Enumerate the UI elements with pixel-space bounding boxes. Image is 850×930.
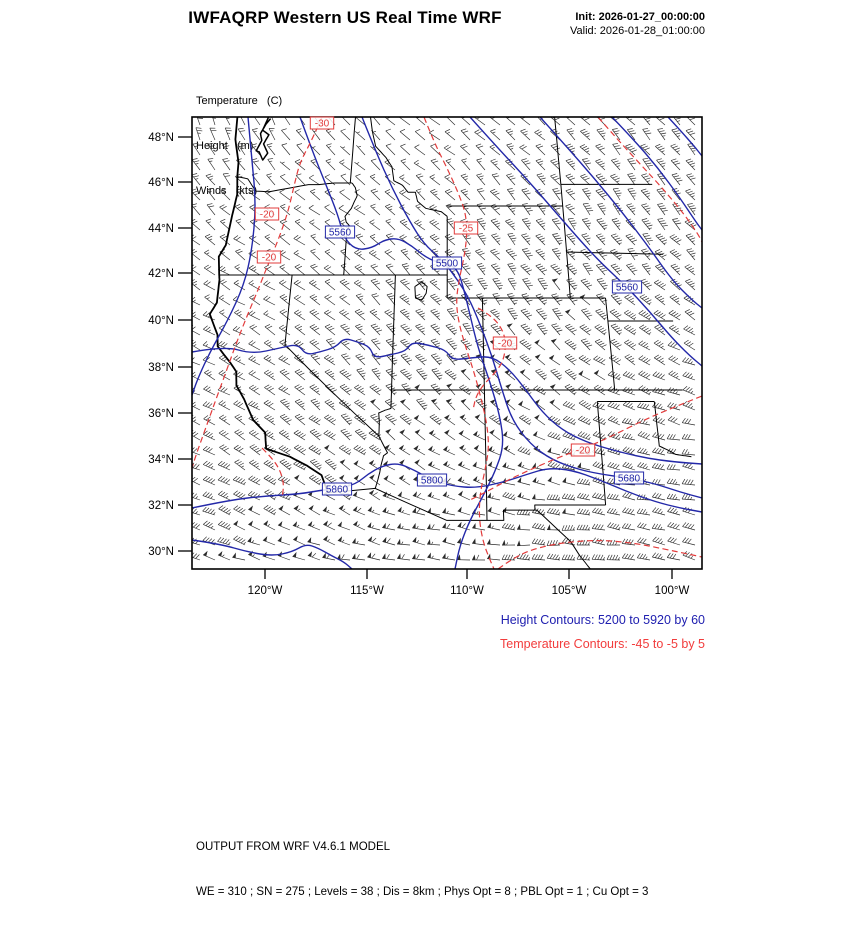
temp-contour-label [257,251,280,264]
plot-title: IWFAQRP Western US Real Time WRF [188,8,502,27]
lat-label: 48°N [148,132,174,144]
svg-text:-20: -20 [575,445,591,457]
svg-text:-25: -25 [458,223,474,235]
lat-label: 36°N [148,408,174,420]
state-boundary [535,505,606,510]
height-contour [192,540,352,569]
lat-label: 32°N [148,500,174,512]
model-version: OUTPUT FROM WRF V4.6.1 MODEL [196,841,391,853]
lon-label: 110°W [450,585,484,597]
temp-contour-label [310,117,333,130]
wind-barb-flags [203,278,599,560]
map-interior [188,113,703,570]
height-contour-label [325,226,354,239]
svg-text:5500: 5500 [435,258,459,270]
lon-label: 105°W [551,585,587,597]
height-contour-label [432,257,461,270]
temperature-contour [473,308,505,410]
svg-text:-20: -20 [259,209,275,221]
height-contour [362,117,702,498]
model-info [196,810,648,930]
lat-label: 40°N [148,315,174,327]
temp-contour-label [255,208,278,221]
svg-text:-20: -20 [261,252,277,264]
svg-text:-30: -30 [314,118,330,130]
state-boundary [654,402,691,457]
height-contour [540,117,702,308]
height-contour-label [322,483,351,496]
valid-time: Valid: 2026-01-28_01:00:00 [570,25,705,37]
height-contour [612,117,702,230]
lon-label: 100°W [654,585,690,597]
lat-label: 44°N [148,223,174,235]
legend-winds: Winds (kts) [196,185,258,197]
svg-text:5680: 5680 [617,473,641,485]
temperature-contour [262,448,283,498]
height-contour-label [612,281,641,294]
state-boundary [285,275,388,488]
temperature-contour-range: Temperature Contours: -45 to -5 by 5 [500,637,705,651]
height-contour-range: Height Contours: 5200 to 5920 by 60 [500,613,705,627]
lat-label: 34°N [148,454,174,466]
init-time: Init: 2026-01-27_00:00:00 [575,11,705,23]
lon-label: 115°W [350,585,384,597]
lon-label: 120°W [247,585,283,597]
svg-text:5560: 5560 [615,282,639,294]
state-boundary [379,390,392,436]
temp-contour-label [571,444,594,457]
model-config: WE = 310 ; SN = 275 ; Levels = 38 ; Dis = 8km ; Phys Opt = 8 ; PBL Opt = 1 ; Cu Opt = 3 [196,886,649,898]
temp-contour-label [454,222,477,235]
legend-height: Height (m) [196,140,254,152]
height-contour [668,117,702,156]
legend-temperature: Temperature (C) [196,95,283,107]
lat-label: 46°N [148,177,174,189]
lat-label: 30°N [148,546,174,558]
height-contour-label [614,472,643,485]
height-contour-label [417,474,446,487]
height-contour [470,117,702,366]
height-contour [192,464,702,512]
wind-barbs [188,113,697,560]
svg-text:5560: 5560 [328,227,352,239]
state-boundary [555,117,571,298]
svg-text:-20: -20 [497,338,513,350]
state-boundary [350,117,355,183]
state-boundary [537,510,591,569]
lat-label: 38°N [148,362,174,374]
state-boundary [256,117,270,160]
lat-label: 42°N [148,268,174,280]
svg-text:5800: 5800 [420,475,444,487]
contour-range-notes [500,608,705,656]
svg-text:5860: 5860 [325,484,349,496]
temperature-contour [192,117,322,468]
temp-contour-label [493,337,516,350]
